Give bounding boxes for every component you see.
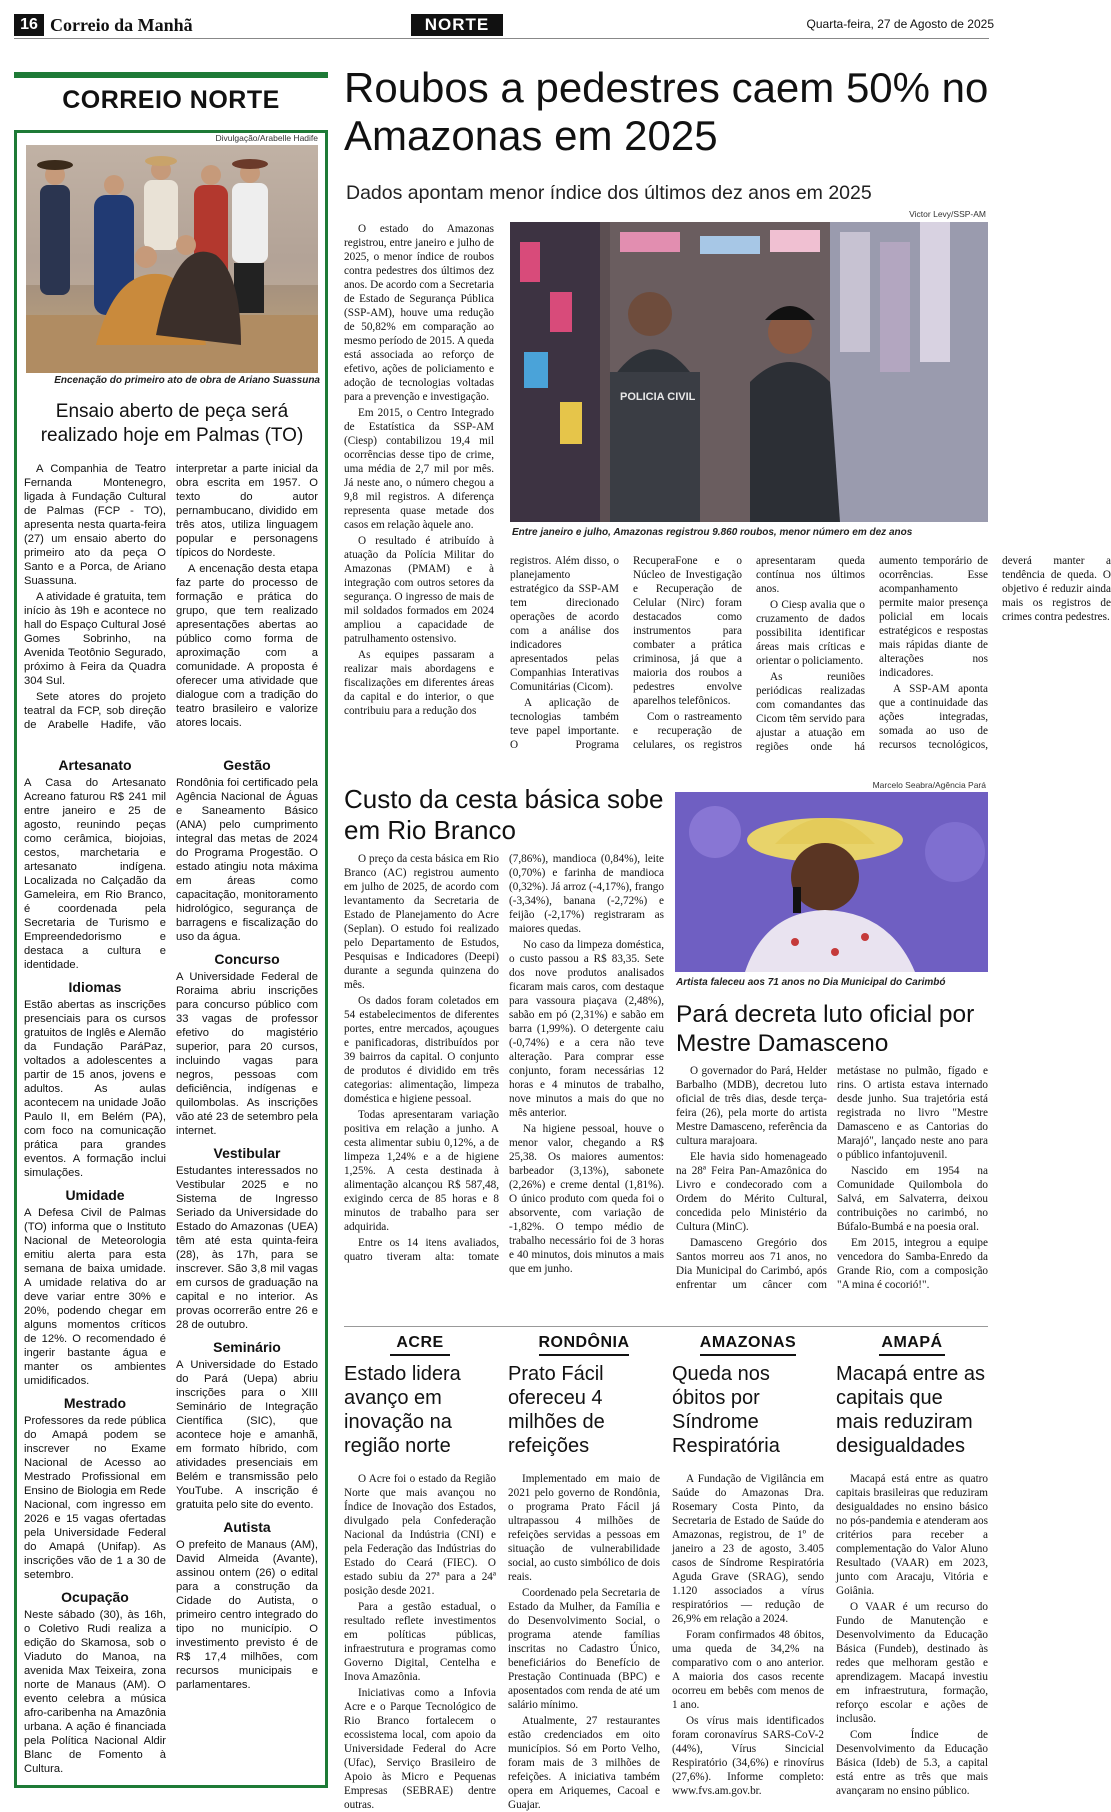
region-body [344,1472,496,1811]
region-acre [344,1334,496,1811]
brief-title: Umidade [65,1187,125,1203]
header-date: Quarta-feira, 27 de Agosto de 2025 [806,17,994,31]
para-paragraph: O governador do Pará, Helder Barbalho (MDB), decretou luto oficial de três dias, desde terça-feira (26), pela morte do artista Mestre Damasceno, referência da cultura marajoara. [676,1065,827,1147]
main-paragraph: As reuniões periódicas realizadas com comandantes das Cicom têm servido para ajustar a atuação em regiões onde há aumento temporário de ocorrências. Esse acompanhamento permite maior presença policial em locais estratégicos e respostas mais rápidas diante de alterações nos indicadores. [756,555,988,753]
brief-text: Estão abertas as inscrições presenciais para os cursos gratuitos de Inglês e Alemão da Fundação ParáPaz, voltados a adolescentes a partir de 15 anos, jovens e adultos. As aulas acontecem na unidade João Paulo II, em Belém (PA), com foco na comunicação prática para grandes eventos. A formação inclui simulações. [24,999,166,1179]
main-paragraph: A aplicação de tecnologias também teve papel importante. O Programa RecuperaFone e o Núcleo de Investigação e Recuperação de Celular (Nirc) foram destacados como instrumentos para combater a prática criminosa, já que a maioria dos roubos a pedestres envolve aparelhos telefônicos. [510,555,742,751]
region-amapa [836,1334,988,1797]
main-photo-credit: Victor Levy/SSP-AM [909,209,986,219]
brief-title: Idiomas [68,979,122,995]
theater-photo [26,145,318,373]
sidebar-paragraph: A Companhia de Teatro Fernanda Montenegro, ligada à Fundação Cultural de Palmas (FCP - TO), apresenta nesta quarta-feira (27) um ensaio aberto do primeiro ato da peça O Santo e a Porca, de Ariano Suassuna. [24,463,166,587]
brief-text: A Universidade do Estado do Pará (Uepa) abriu inscrições para o XIII Seminário de Integração Científica (SIC), que acontece hoje e amanhã, em formato híbrido, com atividades presenciais em Belém e transmissão pelo YouTube. A inscrição é gratuita pelo site do evento. [176,1359,318,1511]
region-paragraph: Os vírus mais identificados foram coronavírus SARS-CoV-2 (44%), Vírus Sincicial Respiratório (34,6%) e rinovírus (27,6%). Informe completo: www.fvs.am.gov.br. [672,1715,824,1797]
para-photo-credit: Marcelo Seabra/Agência Pará [872,780,986,790]
para-paragraph: Em 2015, integrou a equipe vencedora do Samba-Enredo da Grande Rio, com a composição "A mina é cocorió!". [837,1237,988,1291]
region-label: ACRE [396,1334,444,1351]
sidebar-paragraph: A encenação desta etapa faz parte do processo de formação e prática do grupo, que tem realizado apresentações abertas ao público como forma de aproximação com a comunidade. A proposta é oferecer uma atividade que dialogue com a tradição do teatro brasileiro e valorize atores locais. [176,563,318,729]
brief-title: Gestão [223,757,271,773]
brief-title: Ocupação [61,1589,129,1605]
region-body [836,1472,988,1797]
sidebar-title: CORREIO NORTE [62,86,280,114]
main-lead-column [344,222,494,717]
masthead: Correio da Manhã [50,15,193,35]
region-paragraph: Coordenado pela Secretaria de Estado da Mulher, da Família e do Desenvolvimento Social, o programa atende famílias inscritas no Cadastro Único, beneficiários do Benefício de Prestação Continuada (BPC) e aposentados com renda de até um salário mínimo. [508,1587,660,1711]
region-paragraph: O Acre foi o estado da Região Norte que mais avançou no Índice de Inovação dos Estados, divulgado pela Confederação Nacional da Indústria (CNI) e pela Federação das Indústrias do Estado do Ceará (FIEC). O estado subiu da 27ª para a 24ª posição desde 2021. [344,1473,496,1597]
main-paragraph: registros. Além disso, o planejamento estratégico da SSP-AM tem direcionado operações de acordo com a análise dos indicadores apresentados pelas Companhias Interativas Comunitárias (Cicom). [510,555,619,693]
brief-text: O prefeito de Manaus (AM), David Almeida (Avante), assinou ontem (26) o edital para a construção da Cidade do Autista, o primeiro centro integrado do tipo no município. O investimento previsto é de R$ 17,4 milhões, com recursos municipais e parlamentares. [176,1539,318,1691]
brief-text: Estudantes interessados no Vestibular 2025 e no Sistema de Ingresso Seriado da Universidade do Estado do Amazonas (UEA) têm até esta quinta-feira (28), às 17h, para se inscrever. São 3,8 mil vagas em cursos de graduação na capital e no interior. As provas ocorrerão entre 26 e 28 de outubro. [176,1165,318,1331]
main-paragraph: Em 2015, o Centro Integrado de Estatística da SSP-AM (Ciesp) contabilizou 19,4 mil ocorrências desse tipo de crime, uma média de 2,7 mil por mês. Já neste ano, o número chegou a 9,8 mil registros. A diferença representa quase metade dos casos em relação àquele ano. [344,407,494,531]
main-paragraph: Com o rastreamento e recuperação de celulares, os registros apresentaram queda contínua nos últimos anos. [633,555,865,751]
region-title: Estado lidera avanço em inovação na região norte [344,1363,461,1457]
brief-title: Concurso [214,951,280,967]
para-body [676,1064,988,1316]
region-title: Queda nos óbitos por Síndrome Respiratória [672,1363,780,1457]
main-paragraph: O Ciesp avalia que o cruzamento de dados possibilita identificar áreas mais críticas e orientar o policiamento. [756,599,865,667]
main-continuation [510,554,1111,762]
region-paragraph: Para a gestão estadual, o resultado reflete investimentos em políticas públicas, infraestrutura e programas como Governo Digital, Centelha e Inova Amazônia. [344,1601,496,1683]
brief-title: Autista [223,1519,271,1535]
cesta-paragraph: O preço da cesta básica em Rio Branco (AC) registrou aumento em julho de 2025, de acordo com levantamento da Secretaria de Estado de Planejamento do Acre (Seplan). O estudo foi realizado pelo Departamento de Estudos, Pesquisas e Indicadores (Deepi) durante a segunda quinzena do mês. [344,853,499,991]
para-paragraph: Nascido em 1954 na Comunidade Quilombola do Salvá, em Salvaterra, deixou contribuições no carimbó, no Búfalo-Bumbá e na poesia oral. [837,1165,988,1233]
para-paragraph: Ele havia sido homenageado na 28ª Feira Pan-Amazônica do Livro e condecorado com a Ordem do Mérito Cultural, concedida pelo Ministério da Cultura (MinC). [676,1151,827,1233]
para-photo-caption: Artista faleceu aos 71 anos no Dia Municipal do Carimbó [676,977,946,988]
cesta-paragraph: Os dados foram coletados em 54 estabelecimentos de diferentes portes, entre mercados, açougues e panificadoras, distribuídos por 39 bairros da capital. O conjunto de produtos é dividido em três categorias: alimentação, limpeza doméstica e higiene pessoal. [344,995,499,1105]
sidebar-briefs-right [176,750,318,1784]
main-paragraph: O estado do Amazonas registrou, entre janeiro e julho de 2025, o menor índice de roubos contra pedestres dos últimos dez anos. De acordo com a Secretaria de Estado de Segurança Pública (SSP-AM), houve uma redução de 50,82% em comparação ao mesmo período de 2015. A queda está associada ao reforço de efetivo, ações de policiamento e adoção de tecnologias voltadas para a prevenção e investigação. [344,223,494,403]
main-headline: Roubos a pedestres caem 50% no Amazonas em 2025 [344,64,989,159]
page-number: 16 [14,14,44,36]
sidebar-photo-caption: Encenação do primeiro ato de obra de Ariano Suassuna [54,375,320,386]
brief-text: Neste sábado (30), às 16h, o Coletivo Rudi realiza a edição do Skamosa, sob o Viaduto do Manoa, na avenida Max Teixeira, zona norte de Manaus (AM). O evento celebra a música afro-caribenha na Amazônia urbana. A ação é financiada pela Política Nacional Aldir Blanc de Fomento à Cultura. [24,1609,166,1775]
section-label: NORTE [411,14,503,36]
main-paragraph: O resultado é atribuído à atuação da Polícia Militar do Amazonas (PMAM) e à integração com outros setores da segurança. O ingresso de mais de mil soldados formados em 2024 ampliou a capacidade de patrulhamento ostensivo. [344,535,494,645]
region-amazonas [672,1334,824,1797]
brief-text: A Universidade Federal de Roraima abriu inscrições para concurso público com 33 vagas de professor efetivo do magistério superior, para 20 cursos, incluindo vagas para negros, pessoas com deficiência, indígenas e quilombolas. As inscrições vão até 23 de setembro pela internet. [176,971,318,1137]
main-paragraph: As equipes passaram a realizar mais abordagens e fiscalizações em diferentes áreas da capital e do interior, o que contribuiu para a redução dos [344,649,494,717]
brief-text: Rondônia foi certificado pela Agência Nacional de Águas e Saneamento Básico (ANA) pelo cumprimento integral das metas de 2024 do Programa Progestão. O estado atingiu nota máxima em áreas como capacitação, monitoramento hidrológico, segurança de barragens e fiscalização do uso da água. [176,777,318,943]
region-label: AMAZONAS [699,1334,797,1351]
main-photo-caption: Entre janeiro e julho, Amazonas registrou 9.860 roubos, menor número em dez anos [512,527,913,538]
brief-text: A Defesa Civil de Palmas (TO) informa que o Instituto Nacional de Meteorologia emitiu alerta para esta semana de baixa umidade. A umidade relativa do ar deve variar entre 30% e 20%, podendo chegar em alguns momentos críticos de 12%. O recomendado é ingerir bastante água e manter os ambientes umidificados. [24,1207,166,1387]
region-underline [539,1354,629,1356]
brief-title: Vestibular [213,1145,281,1161]
damasceno-photo [675,792,988,972]
region-rondonia [508,1334,660,1811]
region-body [508,1472,660,1811]
sidebar-paragraph: A atividade é gratuita, tem início às 19h e acontece no hall do Espaço Cultural José Gomes Sobrinho, na Avenida Teotônio Segurado, próximo à Feira da Quadra 304 Sul. [24,591,166,687]
region-paragraph: Atualmente, 27 restaurantes estão credenciados em oito municípios. Só em Porto Velho, foram mais de 3 milhões de refeições. A iniciativa também opera em Ariquemes, Cacoal e Guajar. [508,1715,660,1811]
sidebar-lead-story [24,462,318,750]
sidebar-green-bar [14,72,328,78]
region-underline [390,1354,450,1356]
main-subhead: Dados apontam menor índice dos últimos dez anos em 2025 [346,182,872,204]
region-underline [879,1354,945,1356]
cesta-paragraph: Entre os 14 itens avaliados, quatro tiveram alta: tomate (7,86%), mandioca (0,84%), leite (0,70%) e farinha de mandioca (0,32%). Já arroz (-4,17%), frango (-3,34%), banana (-2,72%) e feijão (-2,17%) registraram as maiores quedas. [344,853,664,1263]
cesta-paragraph: Todas apresentaram variação positiva em relação a junho. A cesta alimentar subiu 0,12%, a de limpeza 1,24% e a de higiene 1,25%. A cesta destinada à alimentação alcançou R$ 587,48, exigindo cerca de 85 horas e 8 minutos de trabalho para ser adquirida. [344,1109,499,1233]
brief-text: Professores da rede pública do Amapá podem se inscrever no Exame Nacional de Acesso ao Mestrado Profissional em Ensino de Biologia em Rede Nacional, com ingresso em 2026 e 15 vagas ofertadas pela Universidade Federal do Amapá (Unifap). As inscrições vão de 1 a 30 de setembro. [24,1415,166,1581]
region-paragraph: Com Índice de Desenvolvimento da Educação Básica (Ideb) de 5.3, a capital está entre as três que mais avançaram no ensino público. [836,1729,988,1797]
para-headline: Pará decreta luto oficial por Mestre Damasceno [676,1001,975,1057]
region-title: Prato Fácil ofereceu 4 milhões de refeições [508,1363,605,1457]
cesta-body [344,852,664,1314]
page-header [14,14,994,38]
region-paragraph: Iniciativas como a Infovia Acre e o Parque Tecnológico de Rio Branco fortalecem o ecossistema local, com apoio da Universidade Federal do Acre (Ufac), Serviço Brasileiro de Apoio às Micro e Pequenas Empresas (SEBRAE) dentre outras. [344,1687,496,1811]
brief-title: Mestrado [63,1395,127,1411]
sidebar-paragraph: Sete atores do projeto teatral da FCP, sob direção de Arabelle Hadife, vão interpretar a parte inicial da obra escrita em 1957. O texto do autor pernambucano, dividido em três atos, utiliza linguagem popular e personagens típicos do Nordeste. [24,463,318,731]
region-paragraph: O VAAR é um recurso do Fundo de Manutenção e Desenvolvimento da Educação Básica (Fundeb), destinado às redes que melhoram gestão e aprendizagem. Macapá investiu em infraestrutura, formação, reforço escolar e ações de inclusão. [836,1601,988,1725]
region-rule [344,1326,988,1327]
region-underline [700,1354,796,1356]
sidebar-briefs-left [24,750,166,1784]
region-body [672,1472,824,1797]
cesta-paragraph: No caso da limpeza doméstica, o custo passou a R$ 83,35. Sete dos nove produtos analisados ficaram mais caros, com destaque para vassoura piaçava (2,48%), sabão em pó (2,31%) e sabão em barra (1,99%). O detergente caiu (-0,74%) e a cera não teve alteração. Para comprar esse conjunto, foram necessárias 12 horas e 4 minutos de trabalho, nove minutos a mais do que no mês anterior. [509,939,664,1119]
region-label: RONDÔNIA [538,1334,630,1351]
region-title: Macapá entre as capitais que mais reduziram desigualdades [836,1363,985,1457]
sidebar-headline: Ensaio aberto de peça será realizado hoje em Palmas (TO) [40,401,304,446]
region-paragraph: Foram confirmados 48 óbitos, uma queda de 34,2% na comparativo com o ano anterior. A maioria dos casos recente ocorreu em bebês com menos de 1 ano. [672,1629,824,1711]
header-rule [14,38,989,39]
brief-title: Artesanato [58,757,132,773]
sidebar-photo-credit: Divulgação/Arabelle Hadife [215,133,318,143]
cesta-headline: Custo da cesta básica sobe em Rio Branco [344,784,664,845]
region-paragraph: A Fundação de Vigilância em Saúde do Amazonas Dra. Rosemary Costa Pinto, da Secretaria de Estado de Saúde do Amazonas, registrou, de 1º de janeiro a 23 de agosto, 3.405 casos de Síndrome Respiratória Aguda Grave (SRAG), sendo 1.120 associados a vírus respiratórios — redução de 26,9% em relação a 2024. [672,1473,824,1625]
main-paragraph: A SSP-AM aponta que a continuidade das ações integradas, somada ao uso de recursos tecnológicos, deverá manter a tendência de queda. O objetivo é reduzir ainda mais os registros de crimes contra pedestres. [879,555,1111,751]
police-photo [510,222,988,522]
brief-title: Seminário [213,1339,281,1355]
vest-label: POLICIA CIVIL [620,391,696,403]
brief-text: A Casa do Artesanato Acreano faturou R$ 241 mil entre janeiro e 25 de agosto, reunindo peças como cerâmica, biojoias, cestos, marchetaria e artesanato indígena. Localizada no Calçadão da Gameleira, em Rio Branco, é coordenada pela Secretaria de Turismo e Empreendedorismo e destaca a cultura e identidade. [24,777,166,971]
para-paragraph: Damasceno Gregório dos Santos morreu aos 71 anos, no Dia Municipal do Carimbó, após enfrentar um câncer com metástase no pulmão, fígado e rins. O artista estava internado desde junho. Sua trajetória está registrada no livro "Mestre Damasceno e as Cantorias do Marajó", lançado neste ano para o público infantojuvenil. [676,1065,988,1291]
cesta-paragraph: Na higiene pessoal, houve o menor valor, chegando a R$ 25,38. Os maiores aumentos: barbeador (3,13%), sabonete (2,26%) e creme dental (1,81%). O único produto com queda foi o absorvente, com variação de -1,82%. O tempo médio de trabalho necessário foi de 3 horas e 40 minutos, dois minutos a mais que em junho. [509,1123,664,1275]
region-paragraph: Macapá está entre as quatro capitais brasileiras que reduziram desigualdades no ensino básico no pós-pandemia e atenderam aos critérios para receber a complementação do Valor Aluno Resultado (VAAR) em 2023, junto com Aracaju, Vitória e Goiânia. [836,1473,988,1597]
region-paragraph: Implementado em maio de 2021 pelo governo de Rondônia, o programa Prato Fácil já ultrapassou 4 milhões de refeições servidas a pessoas em situação de vulnerabilidade social, ao custo simbólico de dois reais. [508,1473,660,1583]
region-label: AMAPÁ [881,1334,943,1351]
